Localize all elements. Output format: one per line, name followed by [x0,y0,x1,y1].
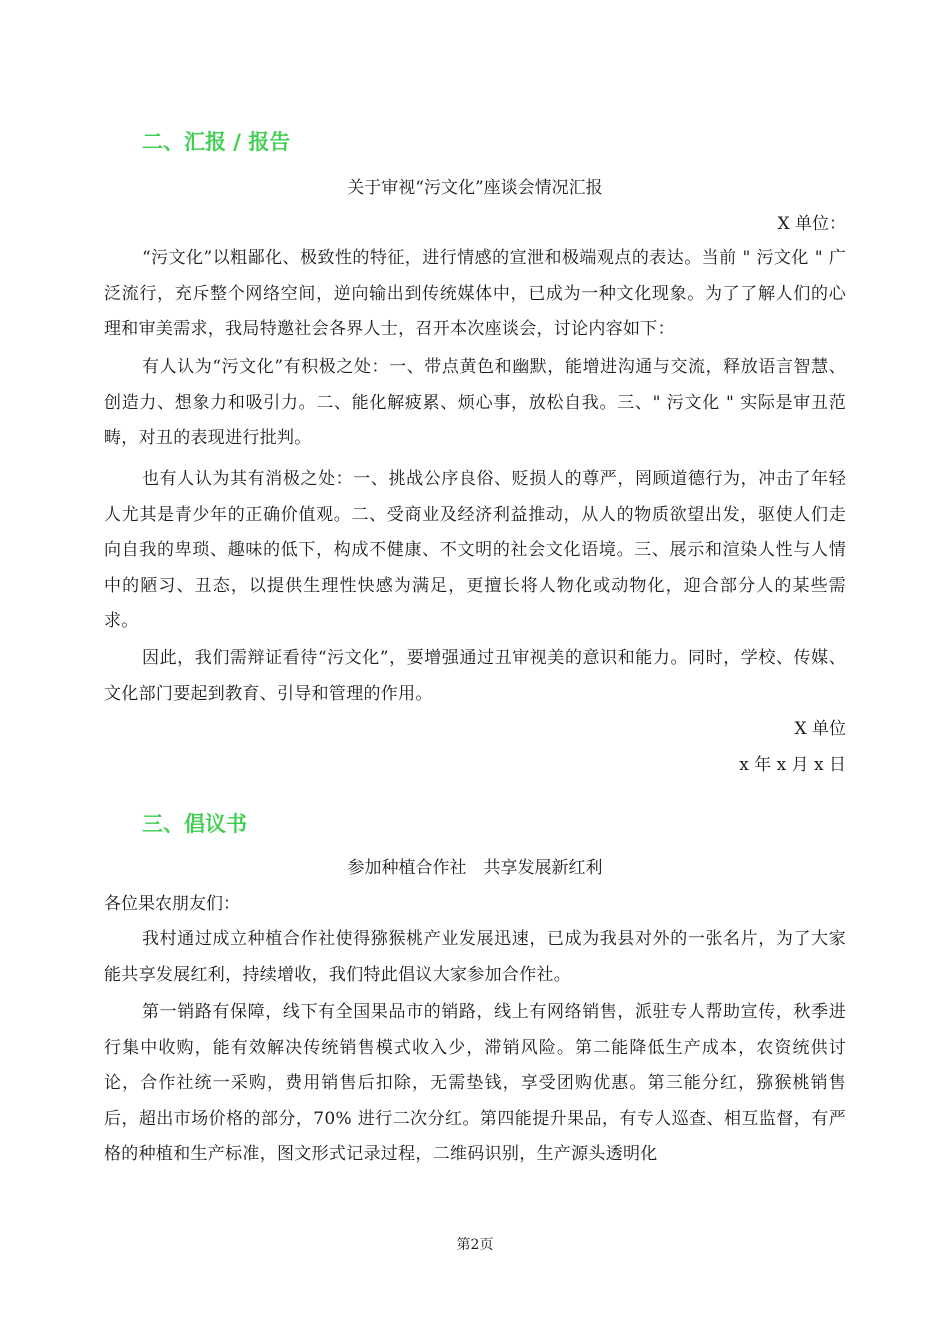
page-number: 第2页 [456,1237,494,1253]
section-heading-proposal: 三、倡议书 [142,812,247,836]
proposal-paragraph: 我村通过成立种植合作社使得猕猴桃产业发展迅速，已成为我县对外的一张名片，为了大家能共享发展红利，持续增收，我们特此倡议大家参加合作社。 [104,929,846,985]
report-paragraph: 有人认为“污文化”有积极之处：一、带点黄色和幽默，能增进沟通与交流，释放语言智慧、创造力、想象力和吸引力。二、能化解疲累、烦心事，放松自我。三、" 污文化 " 实际是审丑范畴，对丑的表现进行批判。 [104,357,846,448]
report-paragraph: 因此，我们需辩证看待“污文化”，要增强通过丑审视美的意识和能力。同时，学校、传媒、文化部门要起到教育、引导和管理的作用。 [104,648,846,704]
proposal-title: 参加种植合作社 共享发展新红利 [347,858,603,878]
proposal-salutation: 各位果农朋友们： [104,894,240,914]
section-heading-report: 二、汇报 / 报告 [142,130,291,154]
report-title: 关于审视“污文化”座谈会情况汇报 [347,178,603,198]
report-addressee: X 单位： [777,214,846,234]
report-signature: X 单位 [794,719,846,739]
report-date: x 年 x 月 x 日 [739,755,846,775]
report-paragraph: 也有人认为其有消极之处：一、挑战公序良俗、贬损人的尊严，罔顾道德行为，冲击了年轻人尤其是青少年的正确价值观。二、受商业及经济利益推动，从人的物质欲望出发，驱使人们走向自我的卑琐、趣味的低下，构成不健康、不文明的社会文化语境。三、展示和渲染人性与人情中的陋习、丑态，以提供生理性快感为满足，更擅长将人物化或动物化，迎合部分人的某些需求。 [104,469,846,631]
proposal-paragraph: 第一销路有保障，线下有全国果品市的销路，线上有网络销售，派驻专人帮助宣传，秋季进行集中收购，能有效解决传统销售模式收入少，滞销风险。第二能降低生产成本，农资统供讨论，合作社统一采购，费用销售后扣除，无需垫钱，享受团购优惠。第三能分红，猕猴桃销售后，超出市场价格的部分，70% 进行二次分红。第四能提升果品，有专人巡查、相互监督，有严格的种植和生产标准，图文形式记录过程，二维码识别，生产源头透明化 [104,1002,846,1164]
report-paragraph: “污文化”以粗鄙化、极致性的特征，进行情感的宣泄和极端观点的表达。当前 " 污文化 " 广泛流行，充斥整个网络空间，逆向输出到传统媒体中，已成为一种文化现象。为了了解人们的心理和审美需求，我局特邀社会各界人士，召开本次座谈会，讨论内容如下： [104,248,846,339]
